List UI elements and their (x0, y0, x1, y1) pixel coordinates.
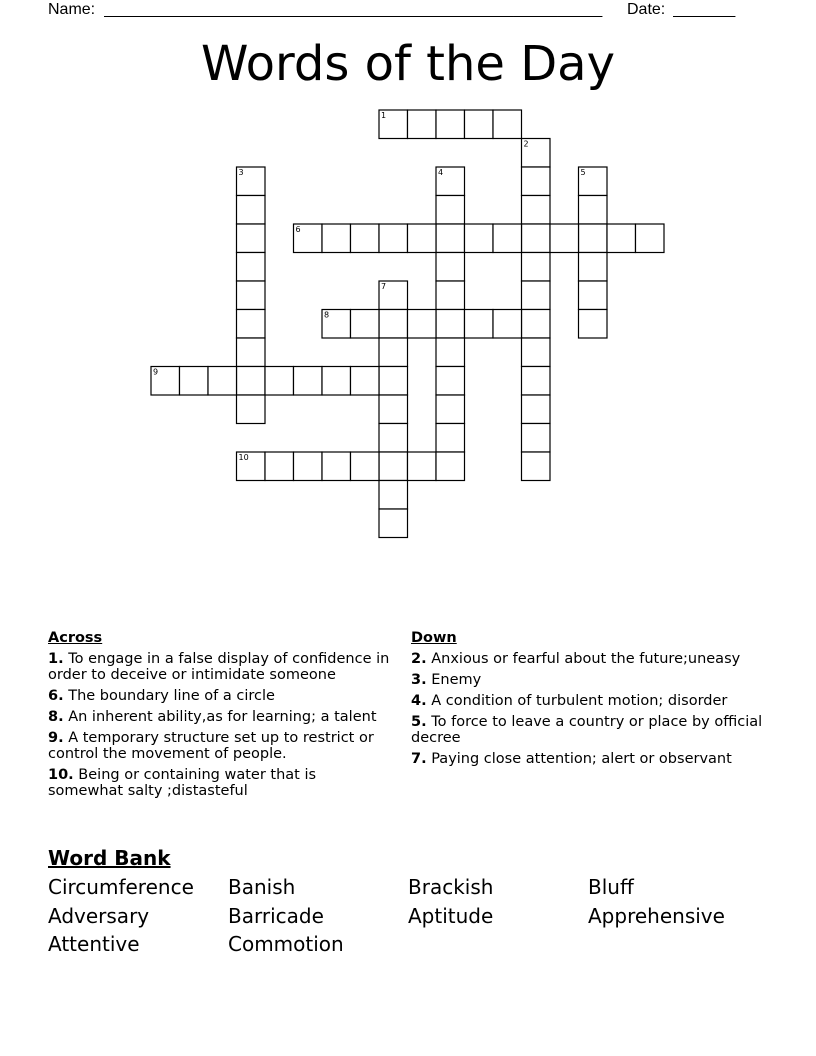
crossword-cell[interactable] (522, 196, 551, 225)
across-clue (48, 651, 393, 683)
name-field[interactable]: ________________________________________________________ (104, 1, 603, 18)
crossword-cell[interactable] (522, 310, 551, 339)
clue-text: To force to leave a country or place by official decree (411, 714, 763, 746)
clue-number: 1. (48, 651, 64, 667)
crossword-cell[interactable] (465, 110, 494, 139)
crossword-cell[interactable] (579, 281, 608, 310)
crossword-cell[interactable] (322, 367, 351, 396)
crossword-cell[interactable] (493, 110, 522, 139)
cell-number: 8 (324, 310, 330, 320)
crossword-cell[interactable] (180, 367, 209, 396)
cell-number: 1 (381, 111, 387, 120)
down-clue (411, 751, 771, 767)
across-clue (48, 730, 393, 762)
word-bank-word: Apprehensive (588, 903, 725, 928)
crossword-cell[interactable] (322, 224, 351, 253)
cell-number: 7 (381, 282, 387, 291)
crossword-cell[interactable] (436, 281, 465, 310)
crossword-cell[interactable] (237, 310, 266, 339)
clue-text: A temporary structure set up to restrict or control the movement of people. (48, 730, 374, 762)
down-clue (411, 714, 771, 746)
crossword-cell[interactable] (436, 310, 465, 339)
down-clues (411, 630, 771, 772)
crossword-cell[interactable] (436, 367, 465, 396)
crossword-cell[interactable] (408, 110, 437, 139)
clue-text: Enemy (431, 672, 482, 688)
crossword-cell[interactable] (351, 224, 380, 253)
across-clue (48, 767, 393, 799)
crossword-cell[interactable] (436, 452, 465, 481)
crossword-cell[interactable] (579, 310, 608, 339)
crossword-cell[interactable] (351, 310, 380, 339)
crossword-cell[interactable] (550, 224, 579, 253)
clue-text: To engage in a false display of confidence in order to deceive or intimidate someone (48, 651, 390, 683)
down-clue (411, 693, 771, 709)
across-clue (48, 709, 393, 725)
name-label: Name: (48, 1, 96, 18)
crossword-cell[interactable] (436, 224, 465, 253)
word-bank-word: Banish (228, 875, 296, 899)
word-bank-word: Attentive (48, 932, 140, 956)
clue-number: 7. (411, 751, 427, 767)
crossword-cell[interactable] (379, 338, 408, 367)
crossword-cell[interactable] (237, 253, 266, 282)
across-clues (48, 630, 393, 804)
down-heading: Down (411, 630, 457, 646)
crossword-cell[interactable] (379, 509, 408, 538)
clue-text: A condition of turbulent motion; disorder (431, 693, 728, 709)
crossword-cell[interactable] (379, 367, 408, 396)
crossword-cell[interactable] (265, 452, 294, 481)
cell-number: 4 (438, 168, 444, 177)
clue-text: Anxious or fearful about the future;uneasy (431, 651, 741, 667)
down-clue (411, 651, 771, 667)
crossword-cell[interactable] (522, 395, 551, 424)
down-clue (411, 672, 771, 688)
crossword-cell[interactable] (237, 281, 266, 310)
crossword-cell[interactable] (265, 367, 294, 396)
crossword-cell[interactable] (408, 224, 437, 253)
crossword-cell[interactable] (522, 424, 551, 453)
clue-number: 10. (48, 767, 74, 783)
crossword-cell[interactable] (465, 224, 494, 253)
clue-text: Paying close attention; alert or observant (431, 751, 732, 767)
clue-text: Being or containing water that is somewhat salty ;distasteful (48, 767, 317, 799)
word-bank-title: Word Bank (48, 846, 171, 870)
word-bank-word: Commotion (228, 932, 344, 956)
word-bank-word: Adversary (48, 903, 150, 928)
clue-text: An inherent ability,as for learning; a talent (68, 709, 377, 725)
crossword-cell[interactable] (322, 452, 351, 481)
crossword-cell[interactable] (408, 310, 437, 339)
crossword-cell[interactable] (436, 395, 465, 424)
crossword-cell[interactable] (436, 253, 465, 282)
word-bank-word: Brackish (408, 875, 494, 899)
clue-number: 3. (411, 672, 427, 688)
cell-number: 5 (580, 168, 586, 177)
crossword-cell[interactable] (465, 310, 494, 339)
crossword-cell[interactable] (522, 253, 551, 282)
clue-text: The boundary line of a circle (68, 688, 275, 704)
cell-number: 2 (523, 139, 529, 149)
crossword-cell[interactable] (379, 481, 408, 510)
cell-number: 3 (238, 168, 244, 177)
crossword-cell[interactable] (294, 367, 323, 396)
crossword-cell[interactable] (579, 224, 608, 253)
clue-number: 6. (48, 688, 64, 704)
crossword-cell[interactable] (636, 224, 665, 253)
word-bank-word: Aptitude (408, 903, 494, 928)
crossword-cell[interactable] (351, 452, 380, 481)
crossword-cell[interactable] (237, 338, 266, 367)
clue-number: 5. (411, 714, 427, 730)
crossword-cell[interactable] (522, 281, 551, 310)
across-clue (48, 688, 393, 704)
crossword-cell[interactable] (607, 224, 636, 253)
crossword-cell[interactable] (522, 452, 551, 481)
word-bank-word: Barricade (228, 903, 324, 928)
crossword-cell[interactable] (237, 395, 266, 424)
crossword-cell[interactable] (579, 196, 608, 225)
crossword-cell[interactable] (522, 367, 551, 396)
word-bank-word: Circumference (48, 875, 194, 899)
crossword-cell[interactable] (408, 452, 437, 481)
crossword-cell[interactable] (379, 424, 408, 453)
crossword-cell[interactable] (379, 452, 408, 481)
crossword-cell[interactable] (522, 224, 551, 253)
crossword-cell[interactable] (379, 310, 408, 339)
date-label: Date: (627, 1, 666, 18)
crossword-cell[interactable] (522, 167, 551, 196)
crossword-cell[interactable] (436, 196, 465, 225)
word-bank-word: Bluff (588, 875, 634, 899)
crossword-cell[interactable] (436, 110, 465, 139)
crossword-cell[interactable] (579, 253, 608, 282)
page-title: Words of the Day (201, 36, 615, 92)
crossword-cell[interactable] (208, 367, 237, 396)
crossword-cell[interactable] (493, 310, 522, 339)
clue-number: 4. (411, 693, 427, 709)
crossword-cell[interactable] (522, 338, 551, 367)
crossword-cell[interactable] (436, 338, 465, 367)
crossword-cell[interactable] (379, 224, 408, 253)
date-field[interactable]: _______ (673, 1, 736, 18)
crossword-cell[interactable] (351, 367, 380, 396)
crossword-cell[interactable] (493, 224, 522, 253)
crossword-cell[interactable] (237, 196, 266, 225)
clue-number: 2. (411, 651, 427, 667)
crossword-cell[interactable] (237, 367, 266, 396)
across-heading: Across (48, 630, 103, 646)
clue-number: 8. (48, 709, 64, 725)
clue-number: 9. (48, 730, 64, 746)
crossword-cell[interactable] (379, 395, 408, 424)
crossword-cell[interactable] (436, 424, 465, 453)
cell-number: 9 (153, 367, 159, 377)
crossword-cell[interactable] (237, 224, 266, 253)
crossword-cell[interactable] (294, 452, 323, 481)
cell-number: 6 (295, 225, 301, 234)
cell-number: 10 (238, 453, 249, 462)
